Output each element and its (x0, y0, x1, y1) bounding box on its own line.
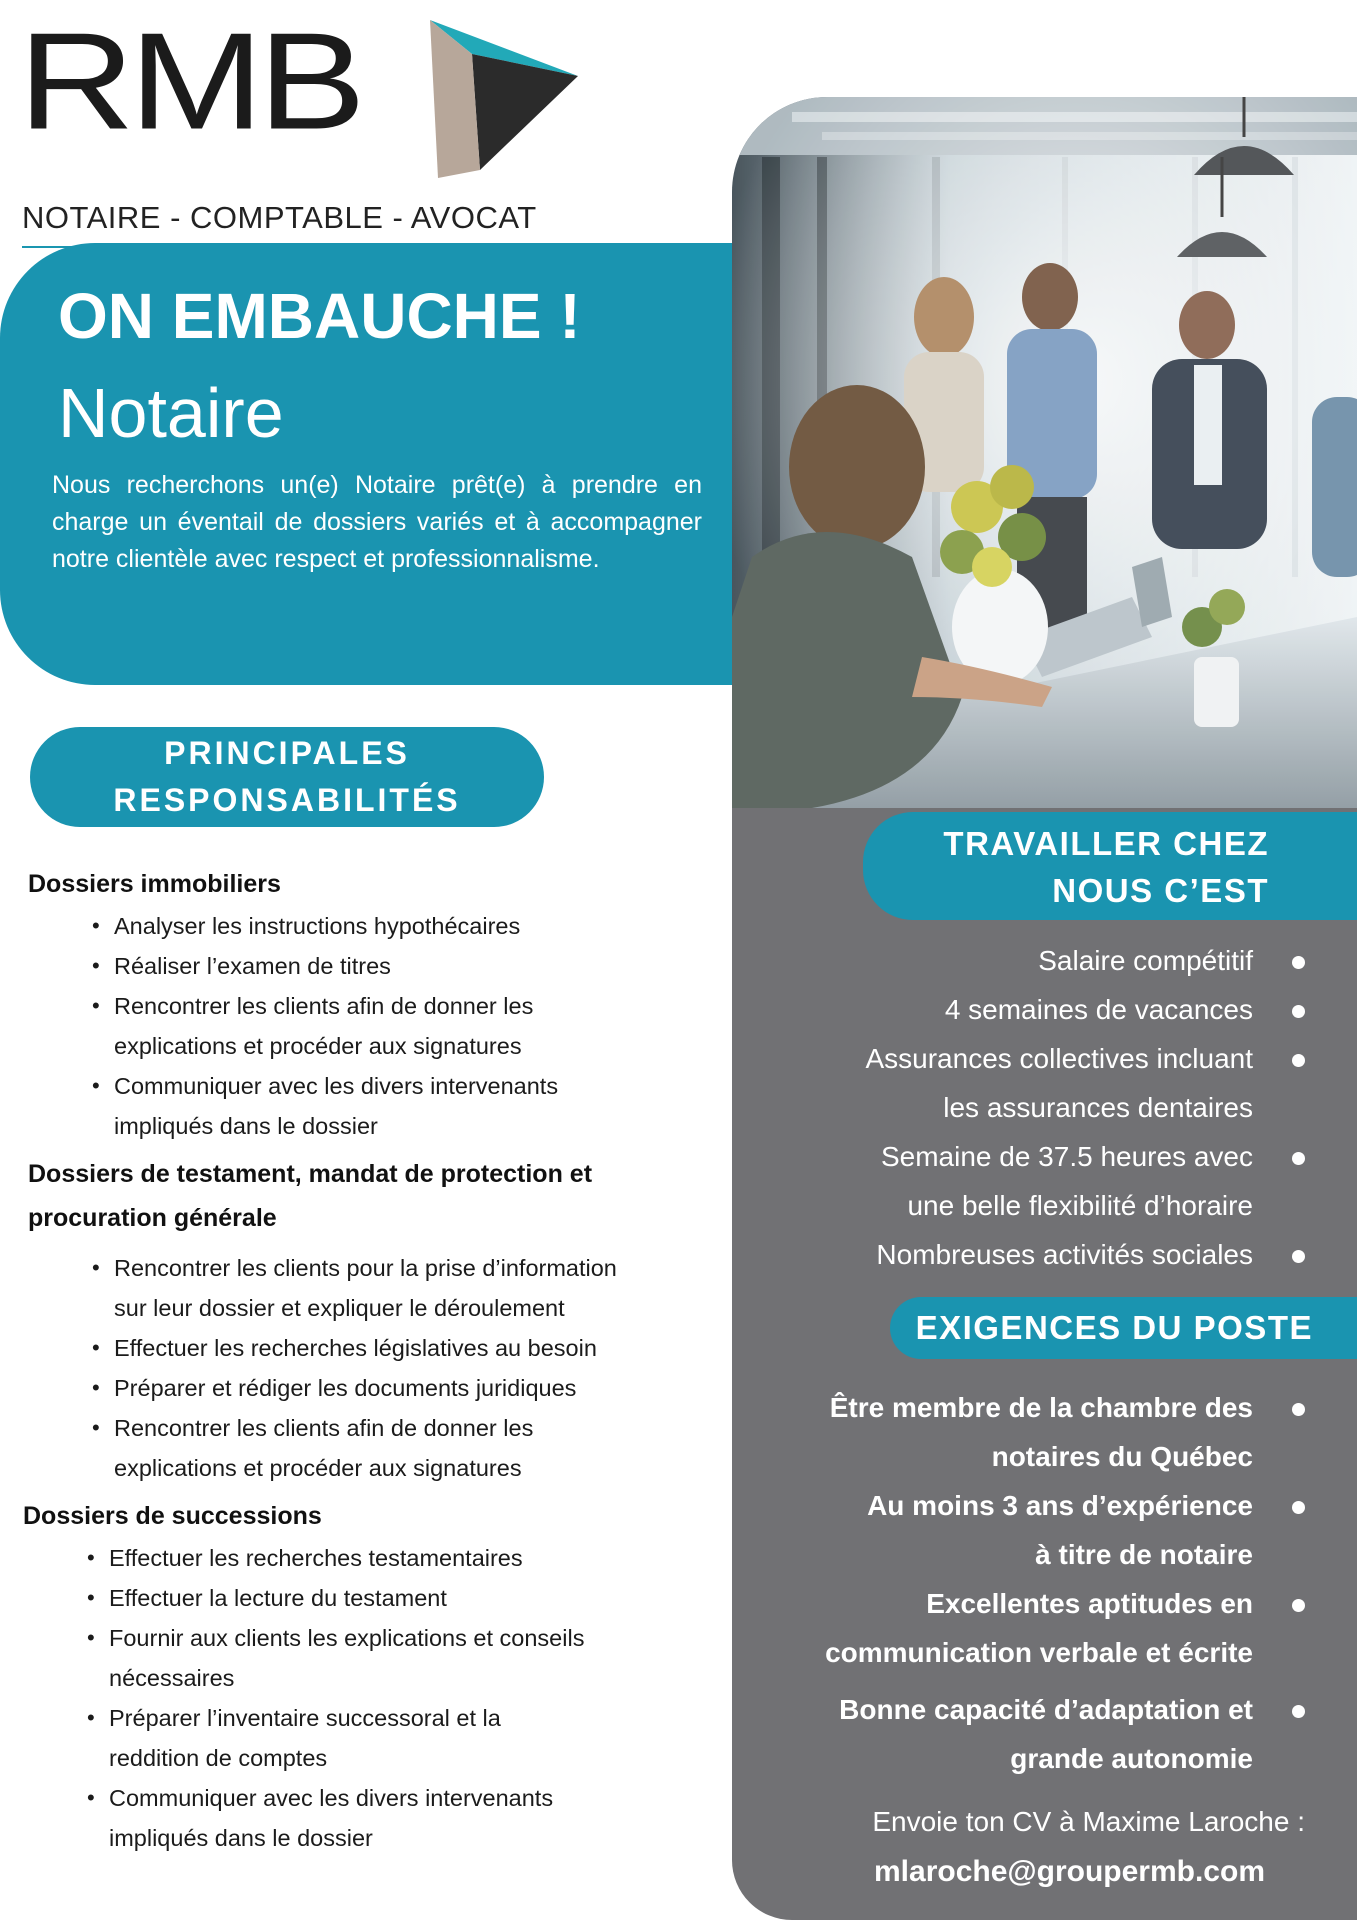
job-title: Notaire (58, 374, 284, 452)
requirements-heading: EXIGENCES DU POSTE (890, 1297, 1357, 1359)
list-item: • Préparer l’inventaire successoral et la reddition de comptes (95, 1698, 579, 1778)
benefit-line-continued: une belle flexibilité d’horaire (907, 1190, 1253, 1221)
company-logo (18, 4, 566, 238)
list-item: • Rencontrer les clients afin de donner les explications et procéder aux signatures (100, 1408, 594, 1488)
list-item: • Communiquer avec les divers intervenants impliqués dans le dossier (95, 1778, 649, 1858)
list-item: • Effectuer les recherches législatives au besoin (100, 1328, 708, 1368)
list-item: • Analyser les instructions hypothécaires (100, 906, 708, 946)
contact-cta: Envoie ton CV à Maxime Laroche : (872, 1806, 1305, 1837)
requirement-line-continued: communication verbale et écrite (825, 1637, 1253, 1668)
list-item: • Effectuer la lecture du testament (95, 1578, 708, 1618)
list-item: • Communiquer avec les divers intervenants impliqués dans le dossier (100, 1066, 654, 1146)
list-item: • Préparer et rédiger les documents juridiques (100, 1368, 708, 1408)
requirement-line: Excellentes aptitudes en (745, 1579, 1305, 1628)
benefit-line: 4 semaines de vacances (750, 985, 1305, 1034)
responsibilities-content (23, 862, 708, 1864)
benefit-line: Semaine de 37.5 heures avec (750, 1132, 1305, 1181)
contact-email[interactable]: mlaroche@groupermb.com (874, 1855, 1265, 1888)
list-item: • Rencontrer les clients pour la prise d’information sur leur dossier et expliquer le déroulement (100, 1248, 654, 1328)
section-title: Dossiers de successions (23, 1502, 322, 1530)
office-photo-illustration (732, 97, 1357, 808)
benefits-list (750, 936, 1305, 1279)
logo-tagline: NOTAIRE - COMPTABLE - AVOCAT (22, 200, 537, 235)
requirement-line-continued: notaires du Québec (991, 1441, 1253, 1472)
section-title: Dossiers de testament, mandat de protection et procuration générale (28, 1160, 593, 1232)
section-real-estate (28, 862, 708, 1146)
requirement-line: Être membre de la chambre des (745, 1383, 1305, 1432)
list-item: • Rencontrer les clients afin de donner les explications et procéder aux signatures (100, 986, 594, 1066)
benefits-heading-line1: TRAVAILLER CHEZ (943, 825, 1269, 862)
hiring-banner (0, 243, 732, 685)
section-estates (23, 1494, 708, 1858)
requirement-line: Au moins 3 ans d’expérience (745, 1481, 1305, 1530)
requirement-line: Bonne capacité d’adaptation et (745, 1685, 1305, 1734)
benefits-heading (863, 812, 1357, 920)
benefit-line: Salaire compétitif (750, 936, 1305, 985)
benefit-line: Nombreuses activités sociales (750, 1230, 1305, 1279)
benefit-line: Assurances collectives incluant (750, 1034, 1305, 1083)
hiring-headline: ON EMBAUCHE ! (58, 280, 581, 352)
section-title: Dossiers immobiliers (28, 870, 281, 898)
job-description: Nous recherchons un(e) Notaire prêt(e) à prendre en charge un éventail de dossiers variés et à accompagner notre clientèle avec respect et professionnalisme. (52, 471, 702, 573)
responsibilities-heading (30, 727, 544, 827)
section-items (28, 1248, 708, 1488)
list-item: • Fournir aux clients les explications et conseils nécessaires (95, 1618, 669, 1698)
benefit-line-continued: les assurances dentaires (943, 1092, 1253, 1123)
list-item: • Effectuer les recherches testamentaires (95, 1538, 708, 1578)
benefits-heading-line2: NOUS C’EST (1052, 872, 1269, 909)
requirement-line-continued: à titre de notaire (1035, 1539, 1253, 1570)
requirement-line-continued: grande autonomie (1010, 1743, 1253, 1774)
office-team-photo (732, 97, 1357, 808)
responsibilities-heading-line1: PRINCIPALES (164, 735, 410, 771)
logo-arrow-icon (410, 18, 580, 183)
section-items (23, 1538, 708, 1858)
requirements-list (745, 1383, 1305, 1783)
section-items (28, 906, 708, 1146)
list-item: • Réaliser l’examen de titres (100, 946, 708, 986)
responsibilities-heading-line2: RESPONSABILITÉS (113, 782, 461, 818)
section-wills (28, 1152, 708, 1488)
logo-wordmark: RMB (18, 4, 360, 159)
